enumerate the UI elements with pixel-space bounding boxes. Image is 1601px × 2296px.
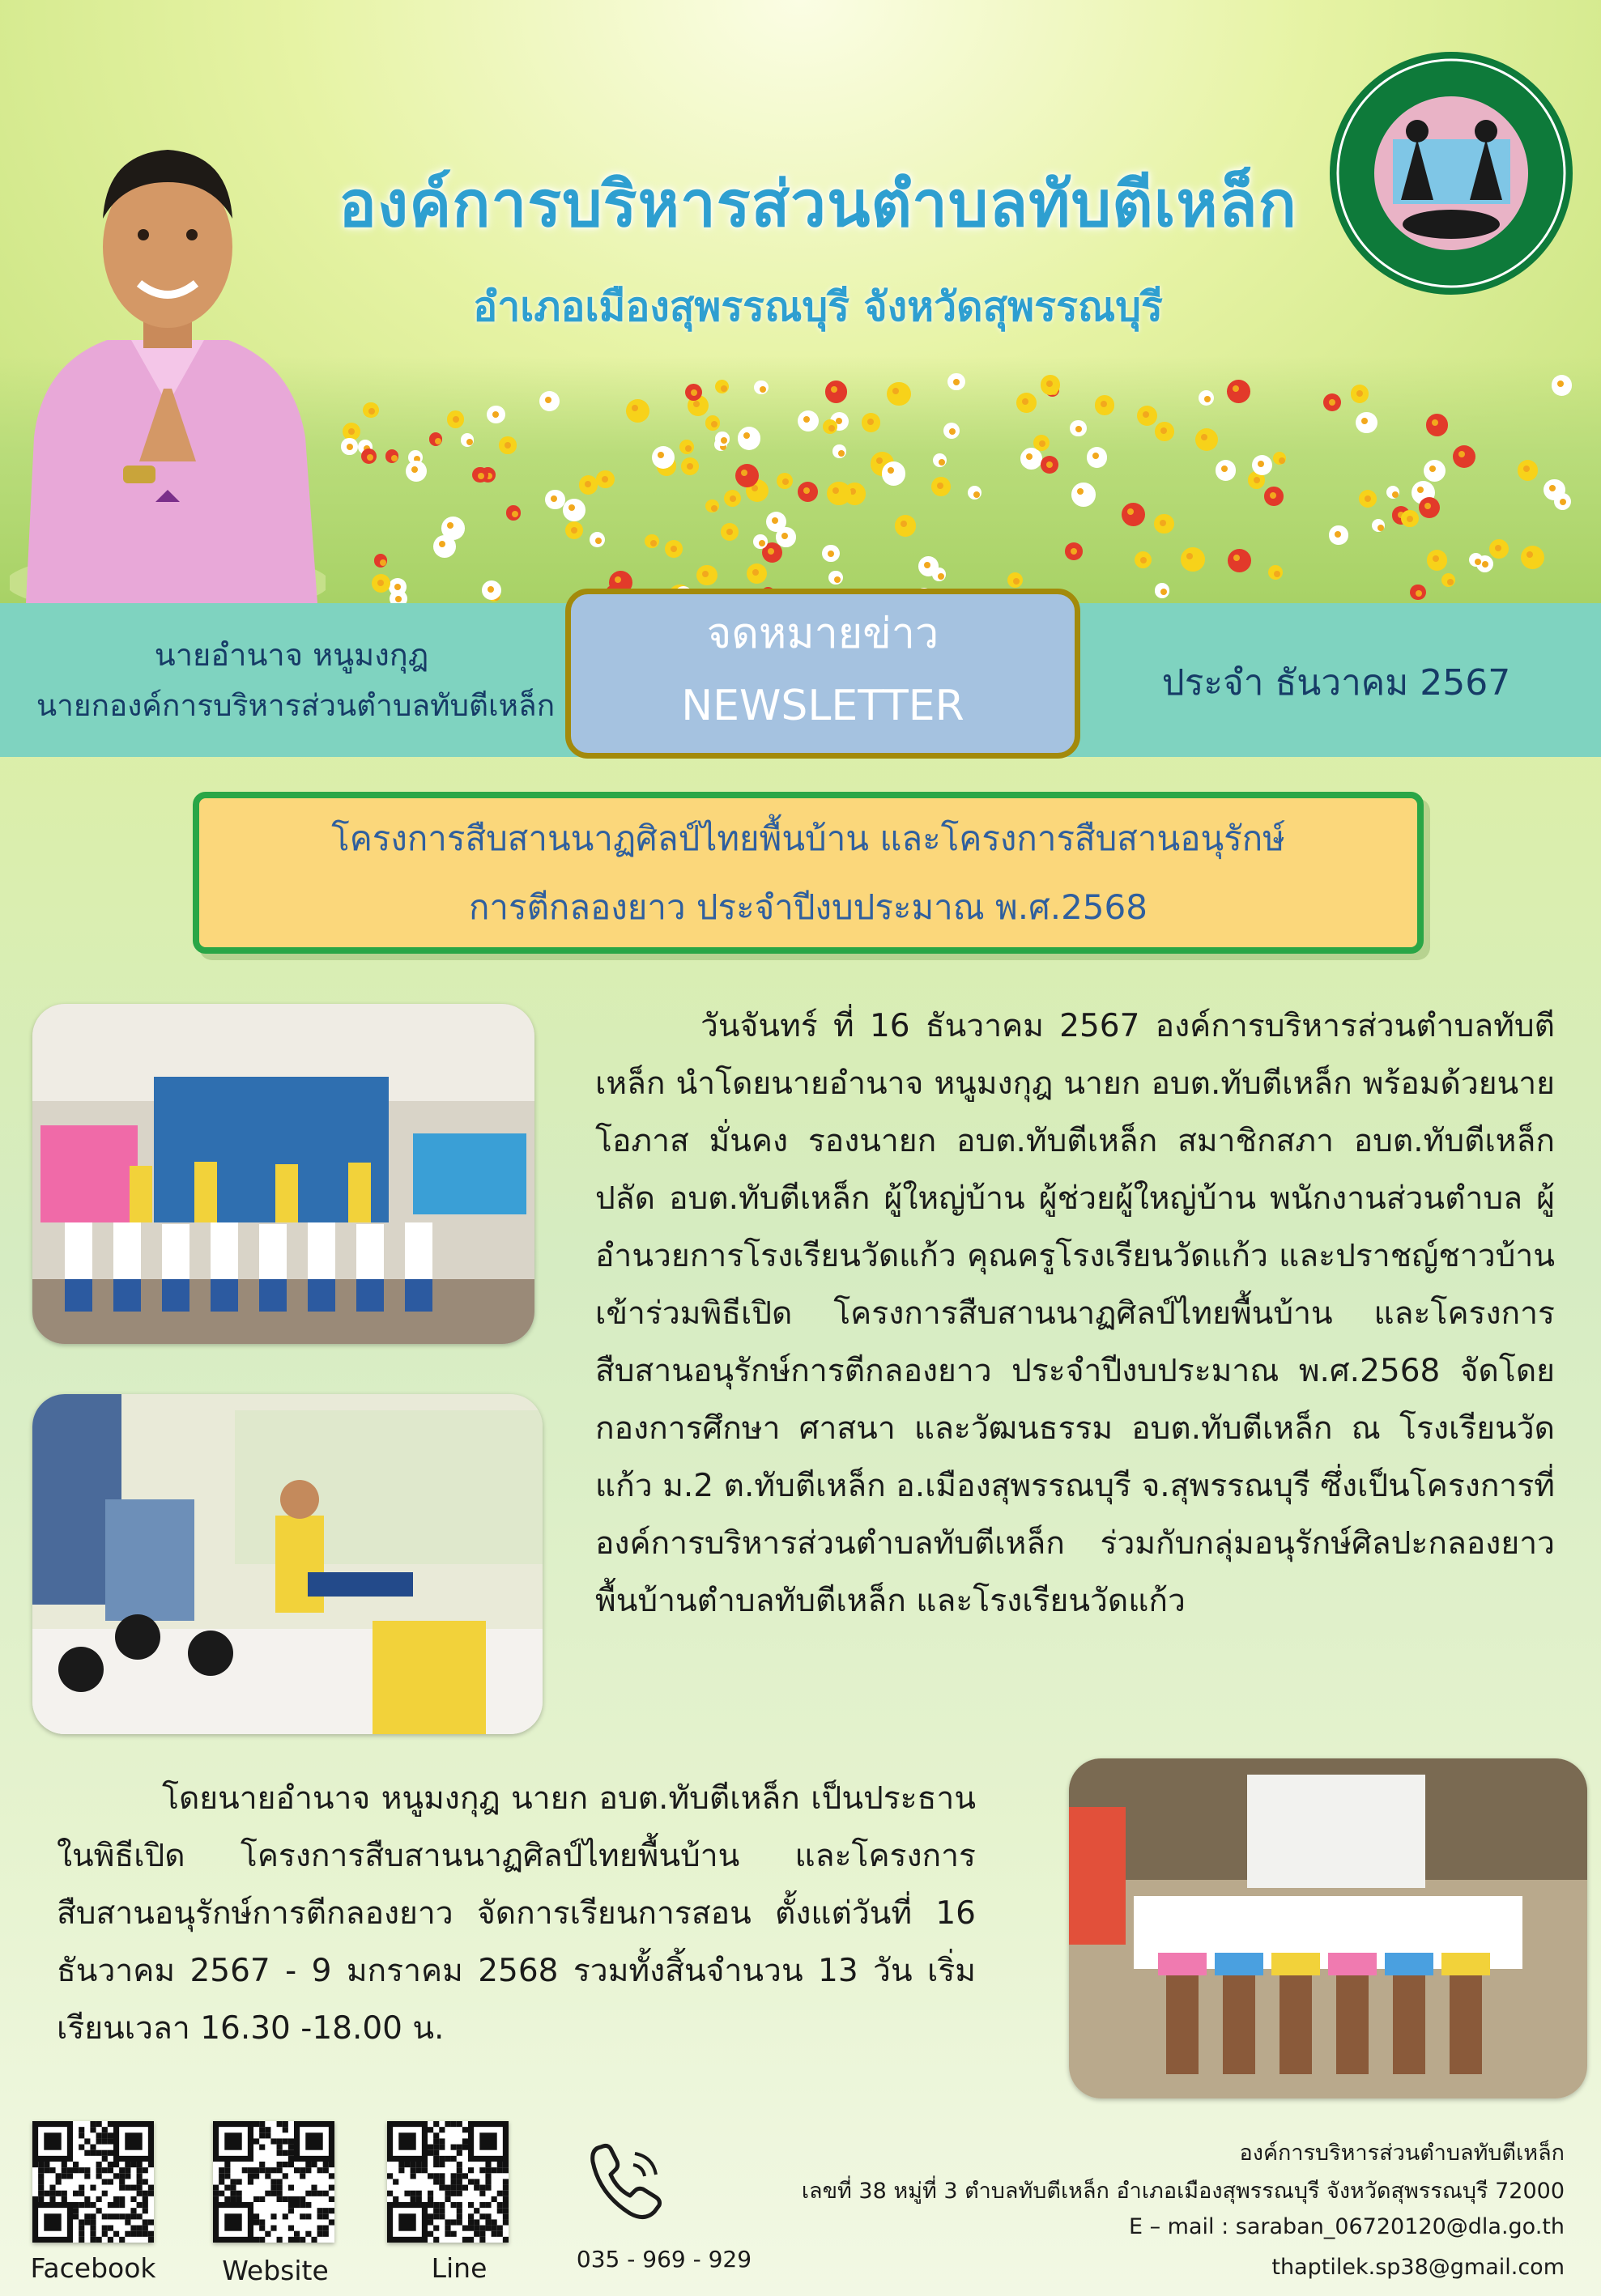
meadow-flower <box>827 482 851 506</box>
meadow-flower <box>665 540 683 558</box>
meadow-flower <box>1372 519 1385 532</box>
meadow-flower <box>389 578 407 596</box>
event-photo-speech <box>32 1394 543 1734</box>
meadow-flower <box>1419 497 1440 518</box>
meadow-flower <box>1216 460 1237 481</box>
issue-date: ประจำ ธันวาคม 2567 <box>1161 662 1511 704</box>
meadow-flower <box>968 486 981 500</box>
meadow-flower <box>374 554 387 567</box>
website-label: Website <box>222 2255 329 2286</box>
meadow-flower <box>738 427 761 450</box>
footer-website: thaptilek.sp38@gmail.com <box>1271 2255 1565 2280</box>
meadow-flower <box>1356 412 1377 434</box>
meadow-flower <box>499 436 516 453</box>
mayor-name: นายอำนาจ หนูมงกุฎ <box>154 637 429 673</box>
meadow-flower <box>721 523 739 541</box>
meadow-flower <box>341 438 357 454</box>
meadow-flower <box>705 500 719 513</box>
meadow-flower <box>1041 375 1060 394</box>
meadow-flower <box>363 402 379 419</box>
meadow-flower <box>1199 390 1214 406</box>
meadow-flower <box>1071 483 1096 507</box>
meadow-flower <box>563 499 585 521</box>
meadow-flower <box>539 391 560 411</box>
meadow-flower <box>385 449 399 463</box>
meadow-flower <box>1441 573 1455 587</box>
meadow-flower <box>754 381 768 394</box>
organization-seal-logo <box>1328 50 1575 297</box>
meadow-flower <box>1273 452 1287 466</box>
meadow-flower <box>1095 395 1115 415</box>
meadow-flower <box>823 419 838 435</box>
meadow-flower <box>590 532 605 547</box>
meadow-flower <box>685 384 702 401</box>
meadow-flower <box>1427 550 1448 571</box>
meadow-flower <box>1252 455 1272 475</box>
meadow-flower <box>1065 542 1082 559</box>
project-title-line2: การตีกลองยาว ประจำปีงบประมาณ พ.ศ.2568 <box>469 887 1148 927</box>
event-photo-group <box>32 1004 534 1344</box>
meadow-flower <box>753 534 768 549</box>
phone-icon <box>583 2137 672 2226</box>
line-qr-code[interactable] <box>387 2121 509 2243</box>
meadow-flower <box>1359 490 1377 508</box>
meadow-flower <box>565 521 583 539</box>
phone-number: 035 - 969 - 929 <box>576 2246 752 2273</box>
meadow-flower <box>1426 414 1449 436</box>
meadow-flower <box>933 453 947 467</box>
meadow-flower <box>1041 456 1058 474</box>
meadow-flower <box>1135 551 1152 568</box>
article-paragraph-1: วันจันทร์ ที่ 16 ธันวาคม 2567 องค์การบริหารส่วนตำบลทับตีเหล็ก นำโดยนายอำนาจ หนูมงกุฎ นายก อบต.ทับตีเหล็ก พร้อมด้วยนายโอภาส มั่นคง รองนายก อบต.ทับตีเหล็ก สมาชิกสภา อบต.ทับตีเหล็ก ปลัด อบต.ทับตีเหล็ก ผู้ใหญ่บ้าน ผู้ช่วยผู้ใหญ่บ้าน พนักงานส่วนตำบล ผู้อำนวยการโรงเรียนวัดแก้ว คุณครูโรงเรียนวัดแก้ว และปราชญ์ชาวบ้าน เข้าร่วมพิธีเปิด โครงการสืบสานนาฏศิลป์ไทยพื้นบ้าน และโครงการสืบสานอนุรักษ์การตีกลองยาว ประจำปีงบประมาณ พ.ศ.2568 จัดโดยกองการศึกษา ศาสนา และวัฒนธรรม อบต.ทับตีเหล็ก ณ โรงเรียนวัดแก้ว ม.2 ต.ทับตีเหล็ก อ.เมืองสุพรรณบุรี จ.สุพรรณบุรี ซึ่งเป็นโครงการที่องค์การบริหารส่วนตำบลทับตีเหล็ก ร่วมกับกลุ่มอนุรักษ์ศิลปะกลองยาวพื้นบ้านตำบลทับตีเหล็ก และโรงเรียนวัดแก้ว <box>595 1008 1555 1619</box>
newsletter-title-thai: จดหมายข่าว <box>706 610 939 658</box>
meadow-flower <box>1137 406 1157 426</box>
qr-code-icon <box>213 2121 334 2243</box>
meadow-flower <box>461 433 475 447</box>
meadow-flower <box>482 580 501 600</box>
meadow-flower <box>545 490 565 510</box>
meadow-flower <box>1489 539 1509 559</box>
meadow-flower <box>1518 460 1538 480</box>
meadow-flower <box>1552 375 1573 396</box>
meadow-flower <box>918 556 939 576</box>
meadow-flower <box>1323 393 1341 411</box>
meadow-flower <box>1155 583 1170 598</box>
organization-title: องค์การบริหารส่วนตำบลทับตีเหล็ก <box>339 168 1297 241</box>
mayor-title: นายกองค์การบริหารส่วนตำบลทับตีเหล็ก <box>36 688 556 723</box>
meadow-flower <box>372 574 390 593</box>
meadow-flower <box>441 517 465 540</box>
facebook-qr-code[interactable] <box>32 2121 154 2243</box>
meadow-flower <box>447 410 465 428</box>
meadow-flower <box>1228 549 1251 572</box>
newsletter-title-english: NEWSLETTER <box>681 682 964 730</box>
meadow-flower <box>1155 422 1173 440</box>
footer-email: E – mail : saraban_06720120@dla.go.th <box>1128 2214 1565 2239</box>
meadow-flower <box>1351 385 1369 402</box>
meadow-flower <box>947 373 965 391</box>
meadow-flower <box>862 413 881 432</box>
meadow-flower <box>798 482 818 502</box>
meadow-flower <box>735 464 759 487</box>
meadow-flower <box>1087 447 1108 468</box>
meadow-flower <box>1227 380 1250 403</box>
meadow-flower <box>1329 525 1348 544</box>
meadow-flower <box>681 457 699 475</box>
meadow-flower <box>406 461 427 482</box>
meadow-flower <box>822 545 840 563</box>
meadow-flower <box>1070 420 1086 436</box>
meadow-flower <box>1554 493 1571 510</box>
meadow-flower <box>825 381 848 403</box>
meadow-flower <box>724 490 741 507</box>
meadow-flower <box>652 446 675 469</box>
footer-address: เลขที่ 38 หมู่ที่ 3 ตำบลทับตีเหล็ก อำเภอเมืองสุพรรณบุรี จังหวัดสุพรรณบุรี 72000 <box>801 2179 1565 2204</box>
event-photo-drums <box>1069 1758 1587 2098</box>
line-label: Line <box>431 2252 488 2284</box>
meadow-flower <box>1386 486 1399 499</box>
meadow-flower <box>361 449 377 464</box>
meadow-flower <box>506 505 522 521</box>
meadow-flower <box>1154 514 1174 534</box>
qr-code-icon <box>32 2121 154 2243</box>
meadow-flower <box>626 399 649 423</box>
meadow-flower <box>1268 565 1284 580</box>
footer-org-name: องค์การบริหารส่วนตำบลทับตีเหล็ก <box>1239 2141 1565 2166</box>
article-paragraph-2: โดยนายอำนาจ หนูมงกุฎ นายก อบต.ทับตีเหล็ก เป็นประธานในพิธีเปิด โครงการสืบสานนาฏศิลป์ไทยพื้นบ้าน และโครงการสืบสานอนุรักษ์การตีกลองยาว จัดการเรียนการสอน ตั้งแต่วันที่ 16 ธันวาคม 2567 - 9 มกราคม 2568 รวมทั้งสิ้นจำนวน 13 วัน เริ่มเรียนเวลา 16.30 -18.00 น. <box>57 1780 976 2047</box>
meadow-flower <box>895 515 916 536</box>
website-qr-code[interactable] <box>213 2121 334 2243</box>
meadow-flower <box>705 415 721 431</box>
project-title-line1: โครงการสืบสานนาฏศิลป์ไทยพื้นบ้าน และโครงการสืบสานอนุรักษ์ <box>331 818 1285 858</box>
meadow-flower <box>1122 503 1145 526</box>
meadow-flower <box>1007 572 1023 588</box>
meadow-flower <box>715 432 730 446</box>
meadow-flower <box>1453 445 1476 469</box>
meadow-flower <box>931 477 951 496</box>
meadow-flower <box>645 534 658 548</box>
meadow-flower <box>596 470 615 489</box>
meadow-flower <box>882 461 905 485</box>
facebook-label: Facebook <box>30 2252 156 2284</box>
meadow-flower <box>828 571 843 585</box>
meadow-flower <box>429 432 442 445</box>
qr-code-icon <box>387 2121 509 2243</box>
meadow-flower <box>1401 510 1419 528</box>
meadow-flower <box>1195 428 1218 451</box>
meadow-flower <box>1016 393 1037 413</box>
meadow-flower <box>1264 487 1284 506</box>
meadow-flower <box>777 473 793 489</box>
district-subtitle: อำเภอเมืองสุพรรณบุรี จังหวัดสุพรรณบุรี <box>473 283 1163 330</box>
meadow-flower <box>798 410 819 432</box>
meadow-flower <box>696 565 717 585</box>
meadow-flower <box>487 406 505 424</box>
meadow-flower <box>715 380 729 393</box>
meadow-flower <box>943 423 960 439</box>
meadow-flower <box>679 440 694 454</box>
meadow-flower <box>472 467 488 483</box>
meadow-flower <box>1410 585 1426 601</box>
meadow-flower <box>887 382 910 406</box>
mayor-portrait <box>10 97 326 603</box>
meadow-flower <box>832 444 846 458</box>
meadow-flower <box>747 563 768 585</box>
meadow-flower <box>1020 448 1042 470</box>
meadow-flower <box>1521 546 1544 569</box>
meadow-flower <box>579 475 598 494</box>
meadow-flower <box>1033 435 1050 451</box>
meadow-flower <box>1181 547 1205 572</box>
meadow-flower <box>1424 460 1446 482</box>
